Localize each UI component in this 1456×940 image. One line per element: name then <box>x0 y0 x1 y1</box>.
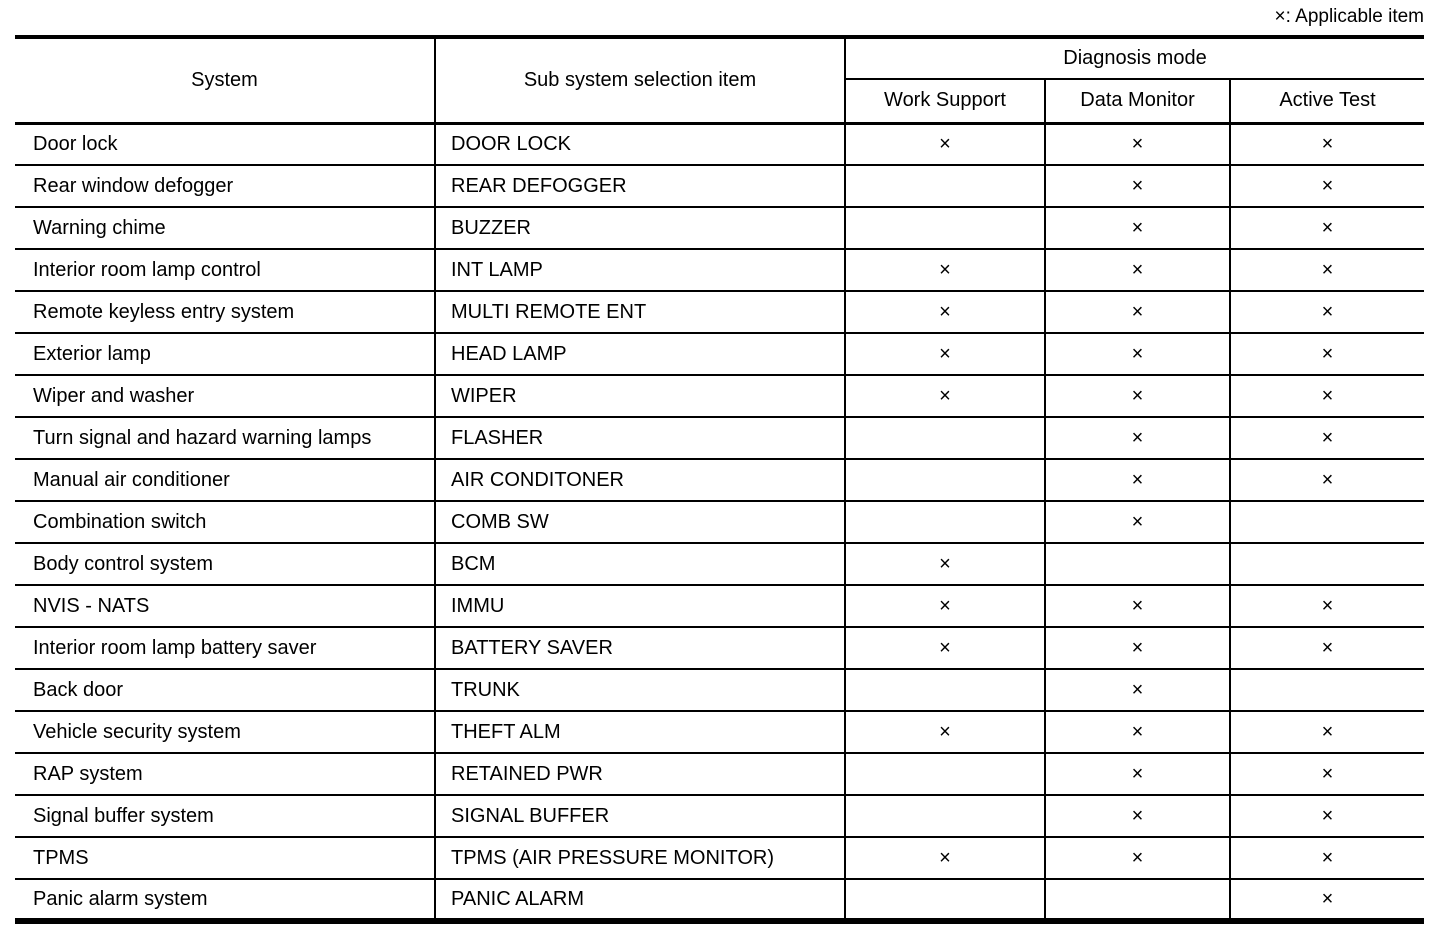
data-monitor-cell: × <box>1045 291 1230 333</box>
sub-system-cell: SIGNAL BUFFER <box>435 795 845 837</box>
work-support-cell <box>845 669 1045 711</box>
sub-system-cell: TPMS (AIR PRESSURE MONITOR) <box>435 837 845 879</box>
sub-system-cell: IMMU <box>435 585 845 627</box>
work-support-cell <box>845 753 1045 795</box>
active-test-cell: × <box>1230 711 1424 753</box>
diagnosis-mode-table <box>15 35 1424 924</box>
active-test-cell: × <box>1230 333 1424 375</box>
system-cell: TPMS <box>15 837 435 879</box>
work-support-cell: × <box>845 711 1045 753</box>
table-row <box>15 795 1424 837</box>
work-support-cell <box>845 165 1045 207</box>
sub-system-cell: INT LAMP <box>435 249 845 291</box>
work-support-cell: × <box>845 291 1045 333</box>
table-row <box>15 627 1424 669</box>
system-cell: RAP system <box>15 753 435 795</box>
data-monitor-cell: × <box>1045 795 1230 837</box>
data-monitor-cell <box>1045 879 1230 921</box>
data-monitor-cell: × <box>1045 753 1230 795</box>
system-cell: Vehicle security system <box>15 711 435 753</box>
table-row <box>15 123 1424 165</box>
sub-system-cell: RETAINED PWR <box>435 753 845 795</box>
work-support-cell: × <box>845 249 1045 291</box>
table-row <box>15 501 1424 543</box>
work-support-cell <box>845 501 1045 543</box>
header-diagnosis-mode: Diagnosis mode <box>845 37 1424 79</box>
active-test-cell <box>1230 543 1424 585</box>
header-sub-system-selection-item: Sub system selection item <box>435 37 845 123</box>
active-test-cell: × <box>1230 123 1424 165</box>
active-test-cell: × <box>1230 627 1424 669</box>
table-row <box>15 249 1424 291</box>
data-monitor-cell: × <box>1045 669 1230 711</box>
active-test-cell: × <box>1230 417 1424 459</box>
system-cell: Exterior lamp <box>15 333 435 375</box>
work-support-cell <box>845 207 1045 249</box>
table-row <box>15 165 1424 207</box>
data-monitor-cell: × <box>1045 837 1230 879</box>
work-support-cell <box>845 879 1045 921</box>
system-cell: Panic alarm system <box>15 879 435 921</box>
active-test-cell: × <box>1230 879 1424 921</box>
sub-system-cell: FLASHER <box>435 417 845 459</box>
work-support-cell: × <box>845 123 1045 165</box>
system-cell: Body control system <box>15 543 435 585</box>
system-cell: Signal buffer system <box>15 795 435 837</box>
header-data-monitor: Data Monitor <box>1045 79 1230 123</box>
active-test-cell: × <box>1230 291 1424 333</box>
system-cell: Interior room lamp battery saver <box>15 627 435 669</box>
sub-system-cell: HEAD LAMP <box>435 333 845 375</box>
system-cell: Warning chime <box>15 207 435 249</box>
sub-system-cell: BUZZER <box>435 207 845 249</box>
sub-system-cell: WIPER <box>435 375 845 417</box>
data-monitor-cell: × <box>1045 501 1230 543</box>
system-cell: Rear window defogger <box>15 165 435 207</box>
data-monitor-cell: × <box>1045 333 1230 375</box>
work-support-cell: × <box>845 837 1045 879</box>
active-test-cell: × <box>1230 795 1424 837</box>
work-support-cell: × <box>845 333 1045 375</box>
data-monitor-cell: × <box>1045 375 1230 417</box>
header-work-support: Work Support <box>845 79 1045 123</box>
header-active-test: Active Test <box>1230 79 1424 123</box>
data-monitor-cell: × <box>1045 711 1230 753</box>
work-support-cell: × <box>845 375 1045 417</box>
table-row <box>15 543 1424 585</box>
data-monitor-cell: × <box>1045 249 1230 291</box>
table-row <box>15 375 1424 417</box>
work-support-cell: × <box>845 627 1045 669</box>
data-monitor-cell: × <box>1045 165 1230 207</box>
system-cell: Turn signal and hazard warning lamps <box>15 417 435 459</box>
sub-system-cell: AIR CONDITONER <box>435 459 845 501</box>
data-monitor-cell: × <box>1045 459 1230 501</box>
system-cell: NVIS - NATS <box>15 585 435 627</box>
sub-system-cell: REAR DEFOGGER <box>435 165 845 207</box>
active-test-cell: × <box>1230 165 1424 207</box>
active-test-cell: × <box>1230 249 1424 291</box>
table-row <box>15 417 1424 459</box>
table-row <box>15 459 1424 501</box>
sub-system-cell: DOOR LOCK <box>435 123 845 165</box>
active-test-cell: × <box>1230 459 1424 501</box>
header-row-group <box>15 37 1424 79</box>
table-row <box>15 333 1424 375</box>
work-support-cell <box>845 417 1045 459</box>
table-row <box>15 753 1424 795</box>
active-test-cell: × <box>1230 753 1424 795</box>
work-support-cell <box>845 459 1045 501</box>
table-row <box>15 669 1424 711</box>
active-test-cell: × <box>1230 585 1424 627</box>
table-row <box>15 879 1424 921</box>
system-cell: Remote keyless entry system <box>15 291 435 333</box>
table-row <box>15 291 1424 333</box>
data-monitor-cell: × <box>1045 207 1230 249</box>
data-monitor-cell: × <box>1045 123 1230 165</box>
active-test-cell: × <box>1230 375 1424 417</box>
work-support-cell: × <box>845 585 1045 627</box>
header-system: System <box>15 37 435 123</box>
sub-system-cell: BCM <box>435 543 845 585</box>
active-test-cell: × <box>1230 837 1424 879</box>
data-monitor-cell <box>1045 543 1230 585</box>
system-cell: Back door <box>15 669 435 711</box>
table-row <box>15 207 1424 249</box>
work-support-cell: × <box>845 543 1045 585</box>
data-monitor-cell: × <box>1045 417 1230 459</box>
system-cell: Interior room lamp control <box>15 249 435 291</box>
system-cell: Wiper and washer <box>15 375 435 417</box>
table-header <box>15 37 1424 123</box>
table-body <box>15 123 1424 921</box>
sub-system-cell: BATTERY SAVER <box>435 627 845 669</box>
applicable-item-note: ×: Applicable item <box>1274 6 1424 27</box>
table-row <box>15 711 1424 753</box>
work-support-cell <box>845 795 1045 837</box>
data-monitor-cell: × <box>1045 585 1230 627</box>
system-cell: Combination switch <box>15 501 435 543</box>
data-monitor-cell: × <box>1045 627 1230 669</box>
table-row <box>15 585 1424 627</box>
sub-system-cell: MULTI REMOTE ENT <box>435 291 845 333</box>
sub-system-cell: PANIC ALARM <box>435 879 845 921</box>
active-test-cell: × <box>1230 207 1424 249</box>
sub-system-cell: THEFT ALM <box>435 711 845 753</box>
system-cell: Manual air conditioner <box>15 459 435 501</box>
table-row <box>15 837 1424 879</box>
system-cell: Door lock <box>15 123 435 165</box>
active-test-cell <box>1230 669 1424 711</box>
active-test-cell <box>1230 501 1424 543</box>
sub-system-cell: COMB SW <box>435 501 845 543</box>
sub-system-cell: TRUNK <box>435 669 845 711</box>
